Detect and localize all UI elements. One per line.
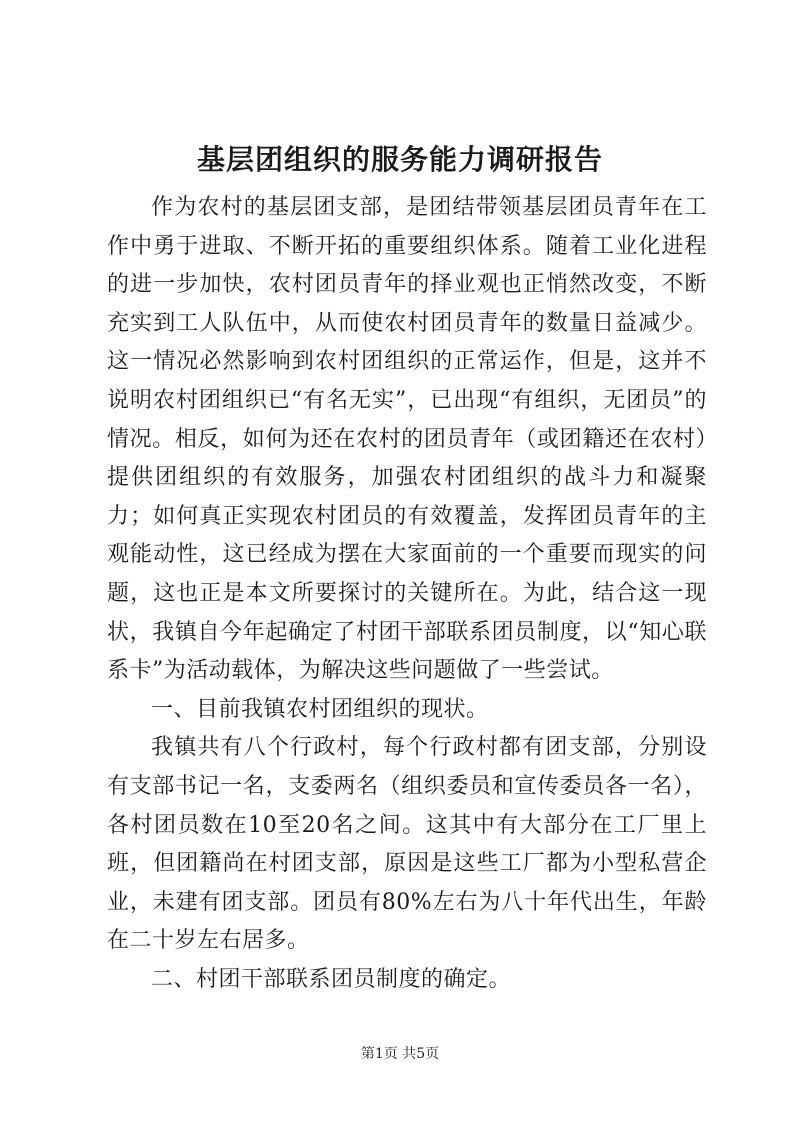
paragraph-intro: 作为农村的基层团支部，是团结带领基层团员青年在工作中勇于进取、不断开拓的重要组织体系。随着工业化进程的进一步加快，农村团员青年的择业观也正悄然改变，不断充实到工人队伍中，从而使农村团员青年的数量日益减少。这一情况必然影响到农村团组织的正常运作，但是，这并不说明农村团组织已“有名无实”，已出现“有组织，无团员”的情况。相反，如何为还在农村的团员青年（或团籍还在农村）提供团组织的有效服务，加强农村团组织的战斗力和凝聚力；如何真正实现农村团员的有效覆盖，发挥团员青年的主观能动性，这已经成为摆在大家面前的一个重要而现实的问题，这也正是本文所要探讨的关键所在。为此，结合这一现状，我镇自今年起确定了村团干部联系团员制度，以“知心联系卡”为活动载体，为解决这些问题做了一些尝试。: [107, 195, 707, 684]
document-title: 基层团组织的服务能力调研报告: [196, 143, 603, 176]
section-heading-2: 二、村团干部联系团员制度的确定。: [151, 966, 512, 992]
paragraph-status: 我镇共有八个行政村，每个行政村都有团支部，分别设有支部书记一名，支委两名（组织委员和宣传委员各一名），各村团员数在10至20名之间。这其中有大部分在工厂里上班，但团籍尚在村团支部，原因是这些工厂都为小型私营企业，未建有团支部。团员有80%左右为八十年代出生，年龄在二十岁左右居多。: [107, 735, 707, 954]
page-indicator: 第1页 共5页: [360, 1046, 440, 1062]
document-body: [107, 189, 707, 999]
page-footer: [0, 1044, 800, 1064]
section-heading-1: 一、目前我镇农村团组织的现状。: [151, 696, 489, 722]
